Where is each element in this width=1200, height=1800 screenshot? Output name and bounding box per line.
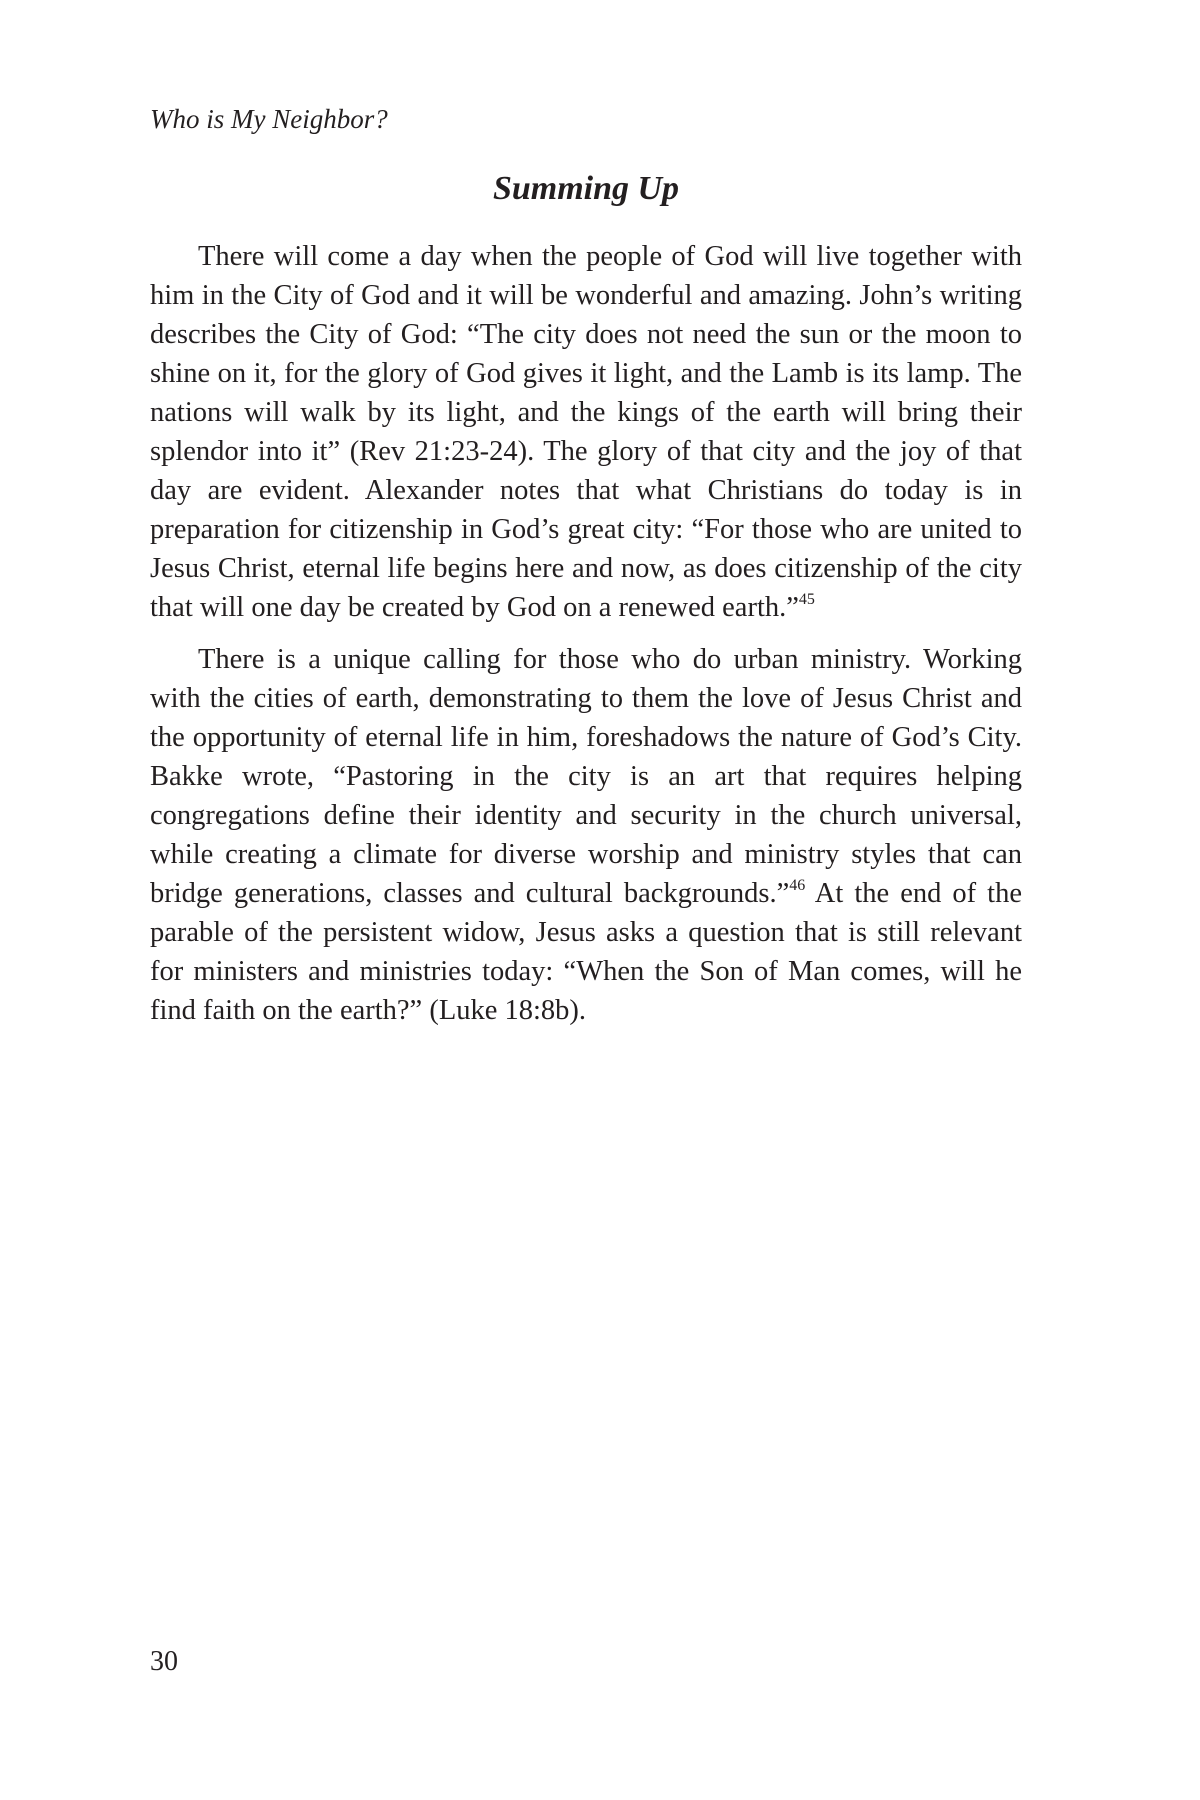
body-text: [150, 237, 1022, 1030]
page-number: 30: [150, 1646, 178, 1677]
paragraph-1-text: There will come a day when the people of God will live together with him in the City of God and it will be wonderful and amazing. John’s writing describes the City of God: “The city does not need the sun or the moon to shine on it, for the glory of God gives it light, and the Lamb is its lamp. The nations will walk by its light, and the kings of the earth will bring their splendor into it” (Rev 21:23-24). The glory of that city and the joy of that day are evident. Alexander notes that what Christians do today is in preparation for citizenship in God’s great city: “For those who are united to Jesus Christ, eternal life begins here and now, as does citizenship of the city that will one day be created by God on a renewed earth.”: [150, 241, 1022, 623]
paragraph-2-text-part-1: There is a unique calling for those who do urban ministry. Working with the cities of earth, demonstrating to them the love of Jesus Christ and the opportunity of eternal life in him, foreshadows the nature of God’s City. Bakke wrote, “Pastoring in the city is an art that requires helping congregations define their identity and security in the church universal, while creating a climate for diverse worship and ministry styles that can bridge generations, classes and cultural backgrounds.”: [150, 644, 1022, 909]
running-head: Who is My Neighbor?: [150, 104, 388, 134]
paragraph-2: [150, 640, 1022, 1030]
footnote-ref-46: 46: [789, 877, 806, 894]
paragraph-1: [150, 237, 1022, 627]
paragraph-2-text-part-2: At the end of the parable of the persistent widow, Jesus asks a question that is still relevant for ministers and ministries today: “When the Son of Man comes, will he find faith on the earth?” (Luke 18:8b).: [150, 878, 1022, 1026]
footnote-ref-45: 45: [798, 591, 815, 608]
section-title: Summing Up: [492, 170, 680, 207]
